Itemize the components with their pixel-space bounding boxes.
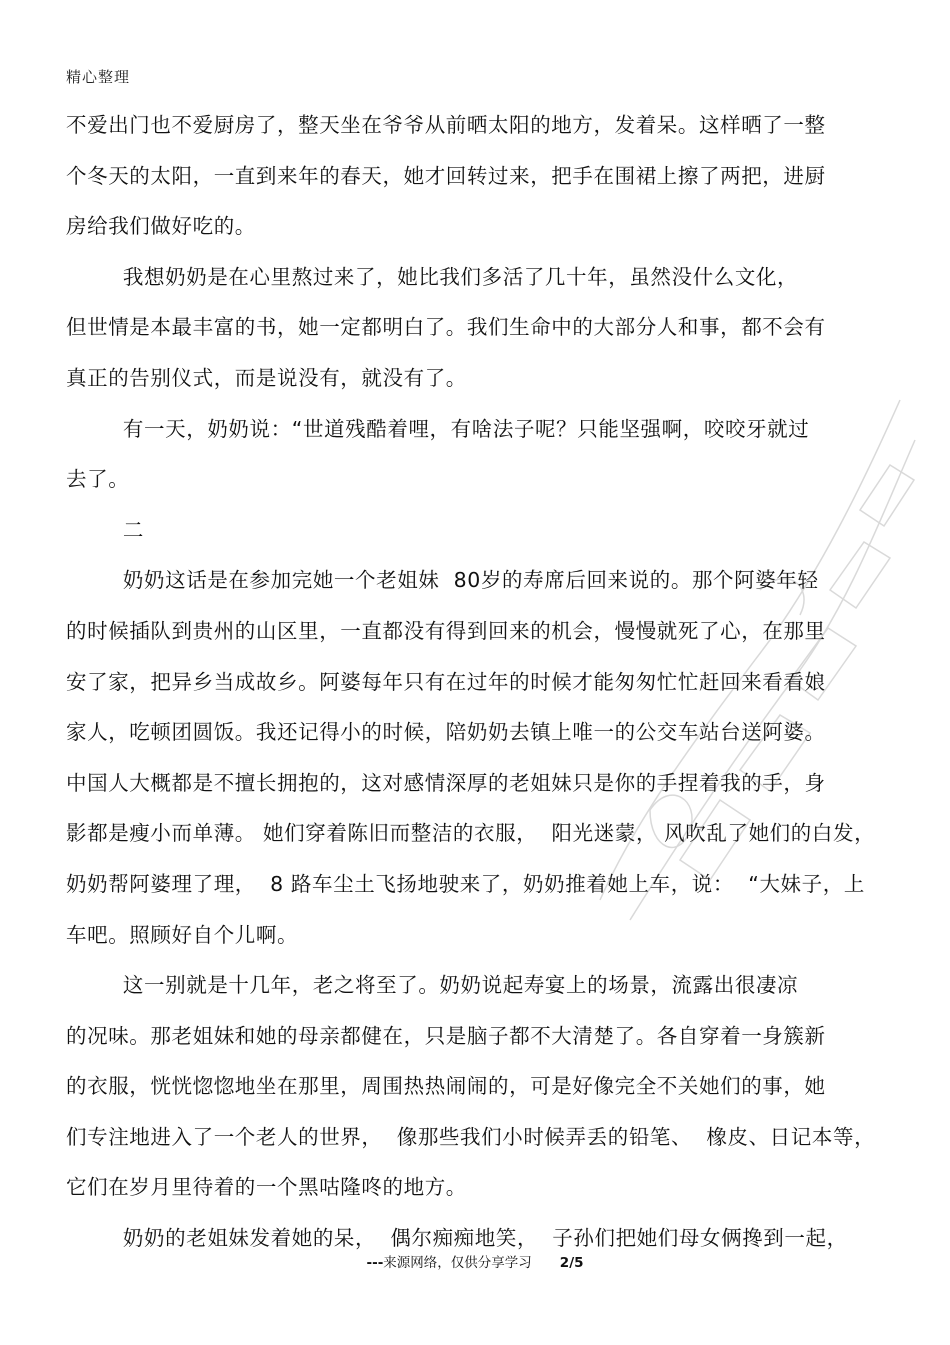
text-line: 我想奶奶是在心里熬过来了，她比我们多活了几十年，虽然没什么文化，: [66, 264, 799, 289]
text-line: 安了家，把异乡当成故乡。阿婆每年只有在过年的时候才能匆匆忙忙赶回来看看娘: [66, 669, 826, 694]
text-line: 影都是瘦小而单薄。 她们穿着陈旧而整洁的衣服， 阳光迷蒙， 风吹乱了她们的白发，: [66, 821, 876, 846]
text-line: 的时候插队到贵州的山区里，一直都没有得到回来的机会，慢慢就死了心，在那里: [66, 618, 826, 643]
page-number: 2/5: [559, 1255, 584, 1271]
text-line: 的衣服，恍恍惚惚地坐在那里，周围热热闹闹的，可是好像完全不关她们的事，她: [66, 1074, 826, 1099]
text-line: 房给我们做好吃的。: [66, 214, 256, 239]
page-header: 精心整理: [66, 68, 131, 86]
text-line: 真正的告别仪式，而是说没有，就没有了。: [66, 365, 467, 390]
text-line: 有一天，奶奶说：“世道残酷着哩，有啥法子呢？只能坚强啊，咬咬牙就过: [66, 416, 810, 441]
text-line: 车吧。照顾好自个儿啊。: [66, 922, 299, 947]
text-line: 去了。: [66, 467, 130, 492]
text-line: 家人，吃顿团圆饭。我还记得小的时候，陪奶奶去镇上唯一的公交车站台送阿婆。: [66, 720, 826, 745]
footer-source: 来源网络，仅供分享学习: [383, 1255, 532, 1271]
text-line: 中国人大概都是不擅长拥抱的，这对感情深厚的老姐妹只是你的手捏着我的手，身: [66, 770, 826, 795]
text-line: 们专注地进入了一个老人的世界， 像那些我们小时候弄丢的铅笔、 橡皮、日记本等，: [66, 1124, 876, 1149]
body-text: [66, 100, 878, 1264]
text-line: 个冬天的太阳，一直到来年的春天，她才回转过来，把手在围裙上擦了两把，进厨: [66, 163, 826, 188]
text-line: 这一别就是十几年，老之将至了。奶奶说起寿宴上的场景，流露出很凄凉: [66, 973, 799, 998]
text-line: 但世情是本最丰富的书，她一定都明白了。我们生命中的大部分人和事，都不会有: [66, 315, 826, 340]
text-line: 不爱出门也不爱厨房了，整天坐在爷爷从前晒太阳的地方，发着呆。这样晒了一整: [66, 113, 826, 137]
section-heading: 二: [66, 517, 145, 542]
text-line: 奶奶这话是在参加完她一个老姐妹 80岁的寿席后回来说的。那个阿婆年轻: [66, 568, 819, 593]
text-line: 的况味。那老姐妹和她的母亲都健在，只是脑子都不大清楚了。各自穿着一身簇新: [66, 1023, 826, 1048]
text-line: 奶奶的老姐妹发着她的呆， 偶尔痴痴地笑， 子孙们把她们母女俩搀到一起，: [66, 1226, 848, 1251]
footer-dash: ---: [366, 1255, 384, 1271]
page-footer: [0, 1251, 950, 1271]
text-line: 奶奶帮阿婆理了理， 8 路车尘土飞扬地驶来了，奶奶推着她上车，说： “大妹子，上: [66, 871, 865, 896]
text-line: 它们在岁月里待着的一个黑咕隆咚的地方。: [66, 1175, 467, 1200]
